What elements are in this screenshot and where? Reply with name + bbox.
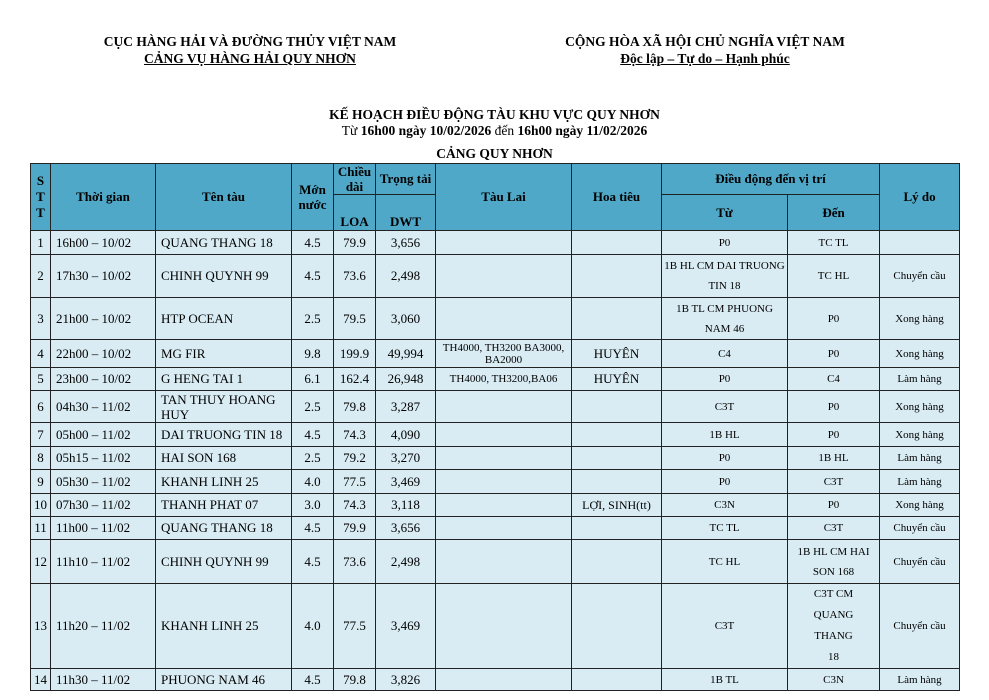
table-cell [572, 470, 662, 494]
table-cell: 1B HL [788, 447, 880, 470]
table-cell: 4.5 [292, 255, 334, 298]
table-cell: 3,656 [376, 517, 436, 540]
table-cell: 11h10 – 11/02 [51, 540, 156, 584]
table-cell [436, 391, 572, 423]
table-cell: 1B TL [662, 669, 788, 691]
table-cell: P0 [662, 447, 788, 470]
table-cell: TC TL [788, 231, 880, 255]
table-cell [572, 517, 662, 540]
table-cell: Chuyển cầu [880, 540, 960, 584]
table-cell [436, 494, 572, 517]
port-title: CẢNG QUY NHƠN [436, 146, 553, 161]
table-cell: 12 [31, 540, 51, 584]
col-dwt: Trọng tải [376, 164, 436, 195]
table-cell: Xong hàng [880, 494, 960, 517]
table-cell: Chuyển cầu [880, 255, 960, 298]
table-cell: PHUONG NAM 46 [156, 669, 292, 691]
table-cell: TH4000, TH3200 BA3000, BA2000 [436, 340, 572, 368]
table-row [31, 255, 960, 298]
table-row [31, 231, 960, 255]
table-cell: P0 [788, 391, 880, 423]
table-cell: C3T [662, 584, 788, 669]
table-cell [880, 231, 960, 255]
table-cell: 2.5 [292, 447, 334, 470]
table-cell: P0 [788, 340, 880, 368]
table-cell: QUANG THANG 18 [156, 231, 292, 255]
table-cell: 11h00 – 11/02 [51, 517, 156, 540]
table-cell: Chuyển cầu [880, 584, 960, 669]
table-cell: 23h00 – 10/02 [51, 368, 156, 391]
table-cell: HAI SON 168 [156, 447, 292, 470]
table-cell: TC HL [662, 540, 788, 584]
table-cell: 8 [31, 447, 51, 470]
table-cell: 4.5 [292, 423, 334, 447]
table-cell: C3T [788, 517, 880, 540]
table-cell: QUANG THANG 18 [156, 517, 292, 540]
table-cell: Làm hàng [880, 669, 960, 691]
table-cell: P0 [662, 470, 788, 494]
table-cell: 77.5 [334, 584, 376, 669]
table-cell: 05h00 – 11/02 [51, 423, 156, 447]
table-cell: 4.0 [292, 470, 334, 494]
table-row [31, 298, 960, 340]
table-cell: 3,656 [376, 231, 436, 255]
table-header [31, 164, 960, 231]
table-cell: G HENG TAI 1 [156, 368, 292, 391]
table-cell: 74.3 [334, 423, 376, 447]
table-cell: C3T CM QUANG THANG 18 [788, 584, 880, 669]
table-cell: P0 [788, 298, 880, 340]
table-row [31, 540, 960, 584]
table-cell: 3.0 [292, 494, 334, 517]
table-cell: 2,498 [376, 255, 436, 298]
table-cell: 1B HL CM HAI SON 168 [788, 540, 880, 584]
table-cell [572, 540, 662, 584]
table-row [31, 368, 960, 391]
table-cell: 10 [31, 494, 51, 517]
table-row [31, 391, 960, 423]
table-cell: TC HL [788, 255, 880, 298]
table-cell: 4.5 [292, 231, 334, 255]
table-cell: Chuyển cầu [880, 517, 960, 540]
schedule-table [30, 163, 960, 691]
table-cell [436, 255, 572, 298]
table-cell [436, 298, 572, 340]
table-cell: Làm hàng [880, 447, 960, 470]
table-cell: 04h30 – 11/02 [51, 391, 156, 423]
table-cell: 17h30 – 10/02 [51, 255, 156, 298]
table-cell: 11h20 – 11/02 [51, 584, 156, 669]
table-cell: KHANH LINH 25 [156, 470, 292, 494]
table-cell [436, 470, 572, 494]
table-cell: 05h30 – 11/02 [51, 470, 156, 494]
table-cell: LỢI, SINH(tt) [572, 494, 662, 517]
table-cell: 9.8 [292, 340, 334, 368]
table-cell: 162.4 [334, 368, 376, 391]
table-cell: 1B TL CM PHUONG NAM 46 [662, 298, 788, 340]
table-cell: 5 [31, 368, 51, 391]
table-cell: Xong hàng [880, 423, 960, 447]
col-time: Thời gian [51, 164, 156, 231]
table-cell: 6 [31, 391, 51, 423]
col-from: Từ [662, 195, 788, 231]
table-cell: 26,948 [376, 368, 436, 391]
table-cell: 2.5 [292, 298, 334, 340]
table-cell: 9 [31, 470, 51, 494]
table-cell: 11 [31, 517, 51, 540]
table-cell: TAN THUY HOANG HUY [156, 391, 292, 423]
agency-name: CỤC HÀNG HẢI VÀ ĐƯỜNG THỦY VIỆT NAM [103, 34, 397, 49]
table-cell [436, 423, 572, 447]
table-row [31, 494, 960, 517]
table-cell: 05h15 – 11/02 [51, 447, 156, 470]
table-cell: C4 [662, 340, 788, 368]
table-cell: 2,498 [376, 540, 436, 584]
table-cell: CHINH QUYNH 99 [156, 540, 292, 584]
col-pilot: Hoa tiêu [572, 164, 662, 231]
table-cell [436, 540, 572, 584]
table-cell: 3,469 [376, 470, 436, 494]
table-cell: 79.8 [334, 391, 376, 423]
col-length-unit: LOA [334, 195, 376, 231]
table-cell [572, 447, 662, 470]
table-cell: 49,994 [376, 340, 436, 368]
col-length: Chiều dài [334, 164, 376, 195]
table-cell: P0 [662, 231, 788, 255]
col-dwt-unit: DWT [376, 195, 436, 231]
table-cell: HTP OCEAN [156, 298, 292, 340]
table-cell [572, 584, 662, 669]
table-cell: 07h30 – 11/02 [51, 494, 156, 517]
state-motto: Độc lập – Tự do – Hạnh phúc [620, 51, 790, 66]
table-row [31, 470, 960, 494]
table-cell: 4.5 [292, 517, 334, 540]
table-cell: 1B HL [662, 423, 788, 447]
table-cell [436, 584, 572, 669]
table-cell: 73.6 [334, 255, 376, 298]
table-cell: 2 [31, 255, 51, 298]
table-cell: Làm hàng [880, 368, 960, 391]
table-cell: C3T [788, 470, 880, 494]
table-cell: 3 [31, 298, 51, 340]
col-to: Đến [788, 195, 880, 231]
table-cell: P0 [788, 423, 880, 447]
table-cell: 77.5 [334, 470, 376, 494]
table-cell: 3,826 [376, 669, 436, 691]
table-cell [436, 517, 572, 540]
table-cell: 3,287 [376, 391, 436, 423]
table-cell: DAI TRUONG TIN 18 [156, 423, 292, 447]
port-authority-name: CẢNG VỤ HÀNG HẢI QUY NHƠN [144, 51, 356, 66]
col-ship: Tên tàu [156, 164, 292, 231]
table-cell: P0 [662, 368, 788, 391]
table-cell [572, 298, 662, 340]
table-cell: Xong hàng [880, 298, 960, 340]
table-cell: 3,270 [376, 447, 436, 470]
table-cell: 3,469 [376, 584, 436, 669]
table-cell: 79.2 [334, 447, 376, 470]
table-cell: 13 [31, 584, 51, 669]
table-cell: C3N [662, 494, 788, 517]
table-cell: 7 [31, 423, 51, 447]
table-row [31, 423, 960, 447]
table-cell: 79.5 [334, 298, 376, 340]
table-cell: KHANH LINH 25 [156, 584, 292, 669]
table-cell: 3,060 [376, 298, 436, 340]
table-cell [436, 447, 572, 470]
table-cell: 11h30 – 11/02 [51, 669, 156, 691]
table-cell: P0 [788, 494, 880, 517]
table-cell: Xong hàng [880, 340, 960, 368]
table-cell: 4.5 [292, 669, 334, 691]
table-row [31, 584, 960, 669]
table-cell: 14 [31, 669, 51, 691]
table-row [31, 517, 960, 540]
col-tug: Tàu Lai [436, 164, 572, 231]
table-cell: C4 [788, 368, 880, 391]
table-cell: 21h00 – 10/02 [51, 298, 156, 340]
table-cell: CHINH QUYNH 99 [156, 255, 292, 298]
agency-header [60, 33, 440, 67]
table-cell: 79.9 [334, 517, 376, 540]
plan-period: Từ 16h00 ngày 10/02/2026 đến 16h00 ngày 11/02/2026 [341, 123, 648, 138]
table-cell [572, 669, 662, 691]
table-cell: 6.1 [292, 368, 334, 391]
table-cell: 3,118 [376, 494, 436, 517]
state-name: CỘNG HÒA XÃ HỘI CHỦ NGHĨA VIỆT NAM [565, 34, 845, 49]
table-cell: 22h00 – 10/02 [51, 340, 156, 368]
table-cell: HUYÊN [572, 368, 662, 391]
table-cell: TC TL [662, 517, 788, 540]
table-cell: 4,090 [376, 423, 436, 447]
table-cell: 4.5 [292, 540, 334, 584]
table-cell: 1B HL CM DAI TRUONG TIN 18 [662, 255, 788, 298]
table-cell: 16h00 – 10/02 [51, 231, 156, 255]
table-cell: 1 [31, 231, 51, 255]
col-draft: Mớn nước [292, 164, 334, 231]
table-cell: 73.6 [334, 540, 376, 584]
table-row [31, 669, 960, 691]
table-cell: 4.0 [292, 584, 334, 669]
table-cell [436, 231, 572, 255]
table-cell: 74.3 [334, 494, 376, 517]
table-cell: C3T [662, 391, 788, 423]
table-cell [572, 255, 662, 298]
table-row [31, 340, 960, 368]
table-cell: 199.9 [334, 340, 376, 368]
col-stt: S T T [31, 164, 51, 231]
table-cell [572, 391, 662, 423]
table-cell: MG FIR [156, 340, 292, 368]
table-row [31, 447, 960, 470]
table-cell: Làm hàng [880, 470, 960, 494]
table-cell: HUYÊN [572, 340, 662, 368]
col-reason: Lý do [880, 164, 960, 231]
table-cell: Xong hàng [880, 391, 960, 423]
table-cell: 79.9 [334, 231, 376, 255]
table-cell [436, 669, 572, 691]
table-cell: THANH PHAT 07 [156, 494, 292, 517]
table-cell: C3N [788, 669, 880, 691]
table-cell: 2.5 [292, 391, 334, 423]
col-move: Điều động đến vị trí [662, 164, 880, 195]
state-header [515, 33, 895, 67]
table-cell [572, 423, 662, 447]
plan-title: KẾ HOẠCH ĐIỀU ĐỘNG TÀU KHU VỰC QUY NHƠN [329, 107, 660, 122]
table-cell: TH4000, TH3200,BA06 [436, 368, 572, 391]
table-cell [572, 231, 662, 255]
table-cell: 4 [31, 340, 51, 368]
table-cell: 79.8 [334, 669, 376, 691]
